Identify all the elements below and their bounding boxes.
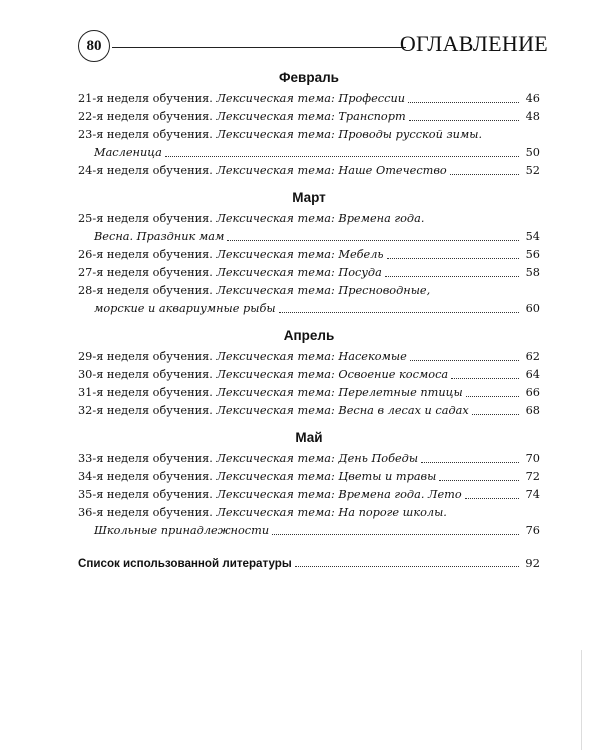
dot-leader: [472, 414, 519, 415]
toc-line-continuation: [78, 144, 540, 162]
entry-page-number: 58: [525, 266, 540, 279]
toc-line: [78, 366, 540, 384]
entry-topic: Лексическая тема: Цветы и травы: [216, 470, 437, 483]
header-rule: [112, 47, 406, 48]
table-of-contents: [78, 68, 540, 572]
toc-line: [78, 450, 540, 468]
entry-topic: Лексическая тема: Весна в лесах и садах: [216, 404, 469, 417]
entry-title: [78, 282, 430, 300]
toc-entry[interactable]: [78, 126, 540, 162]
toc-entry[interactable]: [78, 210, 540, 246]
toc-line: [78, 210, 540, 228]
entry-title: [78, 126, 482, 144]
toc-line: [78, 90, 540, 108]
entry-topic: Лексическая тема: На пороге школы.: [216, 506, 447, 519]
entry-topic-continuation: морские и аквариумные рыбы: [94, 302, 276, 315]
entry-title: [78, 402, 469, 420]
entry-page-number: 92: [525, 556, 540, 570]
toc-entry[interactable]: [78, 162, 540, 180]
entry-page-number: 72: [525, 470, 540, 483]
entry-week: 32-я неделя обучения.: [78, 404, 213, 417]
entry-topic: Лексическая тема: Мебель: [216, 248, 384, 261]
toc-line: [78, 384, 540, 402]
entry-title: [78, 450, 418, 468]
entry-title: [78, 468, 436, 486]
toc-entry[interactable]: [78, 468, 540, 486]
toc-entry[interactable]: [78, 504, 540, 540]
dot-leader: [466, 396, 519, 397]
entry-title: [78, 246, 384, 264]
toc-line: [78, 554, 540, 572]
month-heading: Апрель: [283, 328, 335, 343]
entry-page-number: 54: [525, 230, 540, 243]
page-header: [78, 30, 548, 64]
entry-page-number: 60: [525, 302, 540, 315]
dot-leader: [409, 120, 519, 121]
dot-leader: [165, 156, 519, 157]
dot-leader: [439, 480, 519, 481]
dot-leader: [385, 276, 519, 277]
entry-page-number: 70: [525, 452, 540, 465]
dot-leader: [465, 498, 519, 499]
entry-topic-continuation: Весна. Праздник мам: [94, 230, 225, 243]
toc-line-continuation: [78, 522, 540, 540]
dot-leader: [227, 240, 519, 241]
toc-sections: [78, 68, 540, 540]
toc-entry[interactable]: [78, 264, 540, 282]
entry-topic-continuation: Масленица: [94, 146, 162, 159]
entry-page-number: 52: [525, 164, 540, 177]
entry-topic: Лексическая тема: Профессии: [216, 92, 406, 105]
toc-entry[interactable]: [78, 90, 540, 108]
entry-page-number: 74: [525, 488, 540, 501]
toc-entry[interactable]: [78, 282, 540, 318]
toc-line: [78, 264, 540, 282]
entry-page-number: 50: [525, 146, 540, 159]
entry-week: 31-я неделя обучения.: [78, 386, 213, 399]
entry-week: 29-я неделя обучения.: [78, 350, 213, 363]
month-heading: Февраль: [279, 70, 339, 85]
dot-leader: [272, 534, 519, 535]
toc-line: [78, 162, 540, 180]
dot-leader: [450, 174, 519, 175]
entry-title: [78, 366, 448, 384]
entry-title: [78, 504, 447, 522]
entry-week: 28-я неделя обучения.: [78, 284, 213, 297]
toc-entry[interactable]: [78, 450, 540, 468]
toc-entry[interactable]: [78, 246, 540, 264]
entry-topic: Лексическая тема: Насекомые: [216, 350, 407, 363]
entry-week: 35-я неделя обучения.: [78, 488, 213, 501]
toc-line: [78, 468, 540, 486]
toc-line-continuation: [78, 300, 540, 318]
toc-line-continuation: [78, 228, 540, 246]
dot-leader: [451, 378, 519, 379]
entry-title: [78, 108, 406, 126]
entry-page-number: 48: [525, 110, 540, 123]
toc-entry[interactable]: [78, 402, 540, 420]
entry-topic: Лексическая тема: Пресноводные,: [216, 284, 431, 297]
entry-title: [78, 486, 462, 504]
entry-topic: Лексическая тема: Проводы русской зимы.: [216, 128, 483, 141]
toc-line: [78, 282, 540, 300]
entry-title: [78, 90, 405, 108]
toc-entry[interactable]: [78, 366, 540, 384]
entry-topic: Лексическая тема: Транспорт: [216, 110, 406, 123]
entry-page-number: 64: [525, 368, 540, 381]
dot-leader: [279, 312, 519, 313]
entry-week: 25-я неделя обучения.: [78, 212, 213, 225]
dot-leader: [408, 102, 519, 103]
toc-line: [78, 348, 540, 366]
toc-entry[interactable]: [78, 486, 540, 504]
entry-week: 27-я неделя обучения.: [78, 266, 213, 279]
toc-line: [78, 108, 540, 126]
dot-leader: [295, 566, 519, 567]
entry-week: 21-я неделя обучения.: [78, 92, 213, 105]
toc-entry[interactable]: [78, 384, 540, 402]
entry-week: 33-я неделя обучения.: [78, 452, 213, 465]
toc-entry-bibliography[interactable]: [78, 554, 540, 572]
entry-page-number: 56: [525, 248, 540, 261]
entry-week: 30-я неделя обучения.: [78, 368, 213, 381]
entry-page-number: 68: [525, 404, 540, 417]
toc-line: [78, 246, 540, 264]
entry-week: 26-я неделя обучения.: [78, 248, 213, 261]
entry-page-number: 62: [525, 350, 540, 363]
entry-title: Список использованной литературы: [78, 557, 292, 570]
entry-title: [78, 162, 447, 180]
entry-title: [78, 384, 463, 402]
page-number-badge: 80: [78, 30, 110, 62]
toc-line: [78, 402, 540, 420]
toc-entry[interactable]: [78, 348, 540, 366]
entry-week: 24-я неделя обучения.: [78, 164, 213, 177]
entry-title: [78, 210, 424, 228]
month-heading: Март: [292, 190, 326, 205]
dot-leader: [387, 258, 519, 259]
toc-line: [78, 504, 540, 522]
toc-line: [78, 126, 540, 144]
entry-topic-continuation: Школьные принадлежности: [94, 524, 270, 537]
entry-topic: Лексическая тема: Освоение космоса: [216, 368, 449, 381]
dot-leader: [410, 360, 519, 361]
toc-line: [78, 486, 540, 504]
month-heading: Май: [295, 430, 323, 445]
entry-topic: Лексическая тема: Перелетные птицы: [216, 386, 463, 399]
entry-topic: Лексическая тема: День Победы: [216, 452, 419, 465]
entry-topic: Лексическая тема: Времена года.: [216, 212, 425, 225]
page-edge-shadow: [581, 650, 582, 750]
dot-leader: [421, 462, 519, 463]
toc-entry[interactable]: [78, 108, 540, 126]
entry-week: 36-я неделя обучения.: [78, 506, 213, 519]
entry-page-number: 66: [525, 386, 540, 399]
page-title: ОГЛАВЛЕНИЕ: [399, 31, 548, 56]
entry-page-number: 76: [525, 524, 540, 537]
entry-topic: Лексическая тема: Посуда: [216, 266, 382, 279]
entry-week: 34-я неделя обучения.: [78, 470, 213, 483]
entry-topic: Лексическая тема: Наше Отечество: [216, 164, 447, 177]
entry-title: [78, 264, 382, 282]
entry-page-number: 46: [525, 92, 540, 105]
entry-week: 23-я неделя обучения.: [78, 128, 213, 141]
entry-week: 22-я неделя обучения.: [78, 110, 213, 123]
entry-title: [78, 348, 407, 366]
entry-topic: Лексическая тема: Времена года. Лето: [216, 488, 462, 501]
